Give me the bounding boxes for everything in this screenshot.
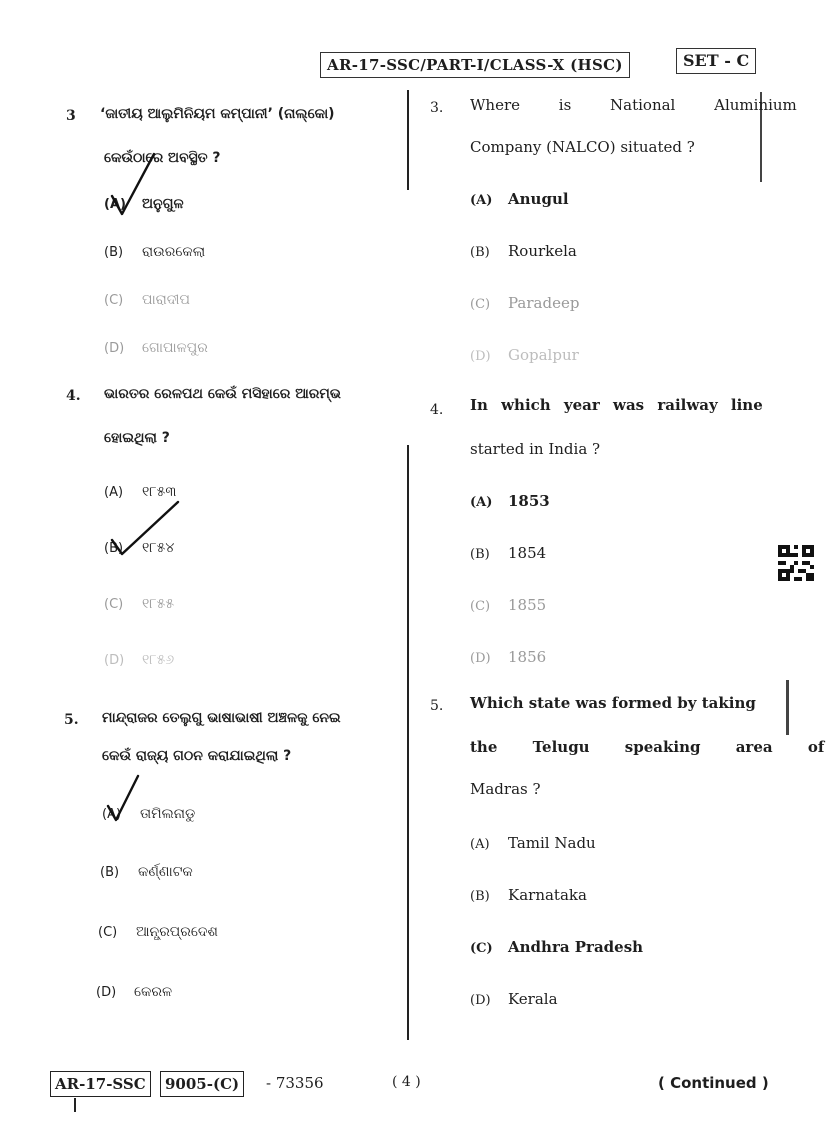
- column-divider-top: [407, 90, 409, 190]
- footer-mark: [74, 1098, 76, 1112]
- question-text: the Telugu speaking area of: [470, 738, 825, 756]
- tick-mark-icon: [108, 498, 182, 558]
- column-divider-bottom: [407, 445, 409, 1040]
- right-edge-line: [786, 680, 789, 735]
- option-b: (B) Rourkela: [470, 242, 577, 260]
- continued-label: ( Continued ): [658, 1074, 769, 1092]
- tick-mark-icon: [108, 150, 168, 220]
- footer-serial-number: - 73356: [266, 1074, 324, 1092]
- question-number: 3.: [430, 100, 444, 116]
- option-a: (A) Anugul: [470, 190, 569, 208]
- question-number: 4.: [66, 388, 81, 404]
- question-number: 3: [66, 108, 76, 124]
- question-number: 4.: [430, 402, 444, 418]
- question-text: ‘ଜାତୀୟ ଆଲୁମିନିୟମ କମ୍ପାନୀ’ (ନାଲ୍‌କୋ): [100, 106, 335, 122]
- option-b: (B) ରାଉରକେଲା: [104, 244, 206, 260]
- question-text: ହୋଇଥିଲା ?: [104, 430, 170, 446]
- question-number: 5.: [64, 712, 79, 728]
- tick-mark-icon: [104, 772, 144, 824]
- option-d: (D) Kerala: [470, 990, 558, 1008]
- option-d: (D) 1856: [470, 648, 547, 666]
- footer-exam-code: AR-17-SSC: [50, 1071, 151, 1097]
- question-text: Where is National Aluminium: [470, 96, 797, 114]
- question-text: କେଉଁ ରାଜ୍ୟ ଗଠନ କରାଯାଇଥିଲା ?: [102, 748, 292, 764]
- option-c: (C) 1855: [470, 596, 547, 614]
- option-b: (B) Karnataka: [470, 886, 587, 904]
- question-text: In which year was railway line: [470, 396, 763, 414]
- option-c: (C) ୧୮୫୫: [104, 596, 175, 612]
- question-text: ମାନ୍ଦ୍ରାଜର ତେଲୁଗୁ ଭାଷାଭାଷୀ ଅଞ୍ଚଳକୁ ନେଇ: [102, 710, 341, 726]
- question-text: started in India ?: [470, 440, 601, 458]
- option-c: (C) Paradeep: [470, 294, 580, 312]
- question-text: ଭାରତର ରେଳପଥ କେଉଁ ମସିହାରେ ଆରମ୍ଭ: [104, 386, 341, 402]
- question-text: Company (NALCO) situated ?: [470, 138, 695, 156]
- option-b: (B) କର୍ଣ୍ଣାଟକ: [100, 864, 193, 880]
- option-a: (A) ଅନୁଗୁଳ: [104, 196, 184, 212]
- qr-code-icon: [778, 545, 814, 581]
- question-text: Madras ?: [470, 780, 541, 798]
- option-d: (D) Gopalpur: [470, 346, 579, 364]
- option-d: (D) କେରଳ: [96, 984, 173, 1000]
- page-number: ( 4 ): [392, 1074, 421, 1090]
- option-a: (A) 1853: [470, 492, 550, 510]
- question-text: Which state was formed by taking: [470, 694, 756, 712]
- option-c: (C) ଆନ୍ଧ୍ରପ୍ରଦେଶ: [98, 924, 218, 940]
- option-c: (C) ପାରାଦୀପ: [104, 292, 190, 308]
- option-a: (A) ତାମିଲନାଡୁ: [102, 806, 196, 822]
- question-number: 5.: [430, 698, 444, 714]
- option-c: (C) Andhra Pradesh: [470, 938, 644, 956]
- option-b: (B) 1854: [470, 544, 547, 562]
- option-d: (D) ଗୋପାଳପୁର: [104, 340, 208, 356]
- option-d: (D) ୧୮୫୬: [104, 652, 175, 668]
- header-exam-code: AR-17-SSC/PART-I/CLASS-X (HSC): [320, 52, 630, 78]
- header-set-label: SET - C: [676, 48, 756, 74]
- option-a: (A) ୧୮୫୩: [104, 484, 177, 500]
- footer-paper-code: 9005-(C): [160, 1071, 244, 1097]
- option-b: (B) ୧୮୫୪: [104, 540, 175, 556]
- option-a: (A) Tamil Nadu: [470, 834, 596, 852]
- question-text: କେଉଁଠାରେ ଅବସ୍ଥିତ ?: [104, 150, 221, 166]
